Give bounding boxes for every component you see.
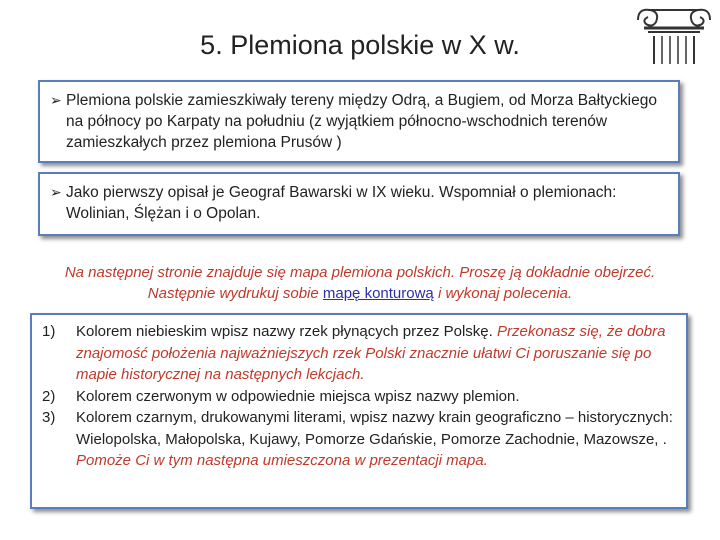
territory-text: Plemiona polskie zamieszkiwały tereny między Odrą, a Bugiem, od Morza Bałtyckiego na północy po Karpaty na południu (z wyjątkiem północno-wschodnich terenów zamieszkałych przez plemiona Prusów ) <box>66 92 657 151</box>
task-item <box>42 386 682 408</box>
contour-map-link[interactable]: mapę konturową <box>322 285 434 302</box>
task-item <box>42 321 682 386</box>
tasks-box <box>30 313 688 509</box>
info-box-territory <box>38 80 680 163</box>
task-hint: Przekonasz się, że dobra znajomość położenia najważniejszych rzek Polski znacznie ułatwi Ci poruszanie się po mapie historycznej na następnych lekcjach. <box>76 323 666 383</box>
ionic-column-icon <box>634 4 714 70</box>
instruction-note <box>50 262 670 304</box>
slide-title: 5. Plemiona polskie w X w. <box>200 30 520 60</box>
note-text-after: i wykonaj polecenia. <box>433 285 573 302</box>
geographer-text: Jako pierwszy opisał je Geograf Bawarski w IX wieku. Wspomniał o plemionach: Wolinian, Ślężan i o Opolan. <box>66 184 617 222</box>
task-number: 1) <box>42 323 56 340</box>
note-text-before: Na następnej stronie znajduje się mapa plemiona polskich. Proszę ją dokładnie obejrzeć. Następnie wydrukuj sobie <box>64 264 656 302</box>
task-number: 3) <box>42 409 56 426</box>
task-text: Kolorem niebieskim wpisz nazwy rzek płynących przez Polskę. <box>76 323 497 340</box>
task-text: Kolorem czarnym, drukowanymi literami, wpisz nazwy krain geograficzno – historycznych: Wielopolska, Małopolska, Kujawy, Pomorze Gdańskie, Pomorze Zachodnie, Mazowsze, . <box>76 409 673 448</box>
arrow-bullet-icon: ➢ <box>50 92 62 108</box>
task-hint: Pomoże Ci w tym następna umieszczona w prezentacji mapa. <box>76 452 488 469</box>
task-item <box>42 407 682 472</box>
tasks-list <box>42 321 682 472</box>
task-number: 2) <box>42 387 56 405</box>
task-text: Kolorem czerwonym w odpowiednie miejsca wpisz nazwy plemion. <box>76 387 520 405</box>
arrow-bullet-icon: ➢ <box>50 184 62 200</box>
info-box-geographer <box>38 172 680 236</box>
